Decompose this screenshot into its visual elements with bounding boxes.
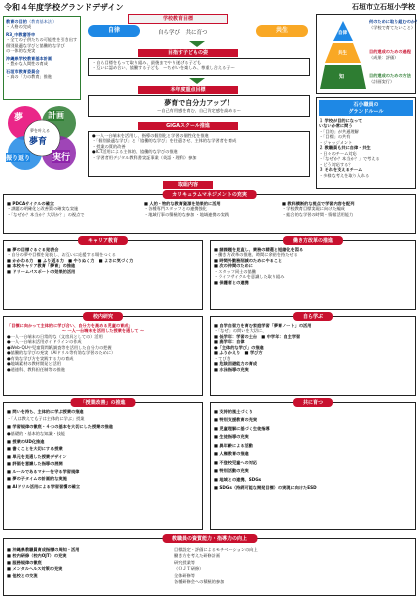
staff-band: 教職員の資質能力・指導力の向上 [162, 534, 257, 543]
vision-label-3: 目的達成のための方法 [369, 73, 411, 78]
career-education-section [3, 240, 203, 310]
research-item: ●一人一台端末の日常的な（文房具としての）活用 [7, 333, 103, 339]
self-item: ■ ふりかえり ■ 学び方 [214, 350, 263, 356]
rule-line: ・多様な考えを取り入れる [319, 172, 370, 178]
giga-line: ・「個別最適な学び」と「協働的な学び」を往還させ、主体的な学習者を育成 [92, 138, 237, 144]
pyramid-bot-label: 知 [339, 74, 345, 80]
focus-goal-band: 本年度重点目標 [138, 86, 238, 94]
staff-item: 働き方を考えた研修計画 [174, 553, 221, 559]
research-band: 校内研究 [83, 312, 123, 321]
research-title: 「目標に向かって主体的に学び合い、自分力を高める児童の育成」 [7, 323, 133, 328]
work-item: ・スタッフ同士の協働 [214, 268, 256, 274]
cm-item: ・学校教育目標実現に向けた編成 [282, 206, 345, 212]
research-sub: ～ 一人一台端末を活用した授業を通して ～ [61, 328, 145, 334]
vision-label-2: 目的達成のための過程 [369, 49, 411, 54]
together-item: ■ 不登校児童への対応 [214, 459, 258, 465]
staff-item: ■ 沖縄県教職員育成指標の周知・活用 [7, 547, 80, 552]
career-item: ■ かかわる力 ■ ふり返る力 ■ やりぬく力 ■ よさに気づく力 [7, 257, 134, 263]
lesson-item: ■ 問いを持ち、主体的に学ぶ授業の推進 [7, 409, 84, 414]
venn-dream-label: 夢 [14, 113, 24, 123]
together-item: ■ 人権教育の推進 [214, 451, 249, 457]
venn-center-label: 夢育 [29, 137, 48, 147]
research-item: ●地域素材の教材開発と活用 [7, 361, 61, 367]
school-goal-band: 学校教育目標 [128, 14, 228, 24]
cm-item: ・「なぜか？本当か？大切か？」の視点で [7, 211, 85, 217]
rule-line: いないか常に問う [319, 123, 353, 129]
self-item: ■ 自学自習力を育む家庭学習「夢育ノート」の活用 [214, 323, 312, 328]
lesson-item: ■ ルールであるマナーを守る学習規律 [7, 468, 80, 474]
work-item: ・働き方改革の推進、時間に余裕を持たせる [214, 252, 298, 258]
rule-line: ２ 教職員も共に自律・共生 [319, 145, 371, 151]
together-item: ■ 特別支援教育の充実 [214, 417, 258, 423]
cm-item: ・地域行事の積極的な参加 ・地域連携の実践 [144, 211, 230, 217]
pref-line: ・豊かな人間性の育成 [6, 61, 48, 67]
work-item: ■ 諸課題を見直し、業務の精選と短縮化を図る [214, 247, 304, 252]
together-item: ■ 異年齢による活動 [214, 442, 253, 448]
focus-main: 夢育で自分力アップ！ [164, 99, 234, 107]
together-item: ■ 地域との連携、SDGs [214, 476, 262, 482]
work-item: ■ 保護者との連携 [214, 279, 249, 285]
vision-panel [316, 14, 419, 94]
giga-line: ●一人一台端末を活用し、指導の個別化と学習の個性化を推進 [92, 133, 209, 138]
rule-line: ・「目的」が共通理解 [319, 128, 359, 134]
plan-line: の一体的な充実 [6, 48, 36, 54]
focus-sub: ～自己有用感を育む、自己肯定感を高める～ [157, 108, 241, 113]
work-reform-section [210, 240, 416, 310]
rule-line: ・どう対応する？ [319, 161, 353, 167]
career-item: ■ ドリームパスポートの効果的活用 [7, 268, 76, 274]
actions-band: 取組内容 [163, 181, 213, 189]
staff-item: 研究授業等 [174, 559, 195, 565]
cm-item: ・各種専門スタッフとの連携強化 [144, 206, 207, 212]
staff-item: ■ 校内研修（校内OJT）の充実 [7, 553, 67, 559]
career-band: キャリア教育 [78, 236, 128, 245]
research-item: ●一人一台端末活用ガイドラインの作成 [7, 339, 82, 345]
curriculum-management-section [3, 194, 416, 234]
venn-plan-label: 計画 [48, 111, 64, 120]
giga-band: GIGAスクール推進 [138, 122, 238, 130]
cm-item: ・課題の明確化と改善策の確実な実施 [7, 206, 79, 212]
together-item: ■ 生徒指導の充実 [214, 434, 249, 440]
venn-review-label: 振り返り [6, 155, 31, 162]
ideal-child-band: 目指す子どもの姿 [138, 49, 238, 57]
career-item: ■ 本校キャリア教育「夢育」の推進 [7, 263, 76, 269]
rule-line: ３ それを支えるチーム [319, 167, 363, 173]
self-item: ●「主体的な学び」の推進 [214, 344, 264, 350]
together-item: ■ SDGs（持続可能な開発目標）の実現に向けたESD [214, 485, 317, 491]
education-aims-panel [3, 16, 81, 100]
lesson-item: ■ AIドリル活用による学習習慣の確立 [7, 483, 81, 489]
work-item: ■ 時間外勤務削減のためにやること [214, 257, 283, 263]
staff-item: ■ 他校との交流 [7, 572, 38, 578]
grow-together-section [210, 402, 416, 530]
goal-title: 教育の目的（教育基本法） [6, 19, 57, 24]
vision-label-3b: （計画実行） [369, 79, 395, 84]
rule-line: ・「目標」の共有 [319, 134, 351, 140]
career-item: ・自分の夢や目標を発表し、お互いに応援する場をつくる [7, 252, 116, 258]
staff-item: ■ メンタルヘルス対策の充実 [7, 566, 63, 572]
research-item: ●有効な学び方を実践する力の育成 [7, 355, 74, 361]
staff-item: ■ 服務規律の徹底 [7, 559, 42, 565]
cm-col-2 [144, 201, 274, 217]
lesson-improvement-section [3, 402, 203, 530]
venn-center-top: 夢を叶える [30, 128, 50, 133]
lesson-item: ■ 書くことを大切にする授業 [7, 446, 63, 452]
lesson-item: ■ 学習規律の徹底・４つの基本を大切にした授業の推進 [7, 423, 113, 429]
staff-left [7, 547, 167, 578]
ideal-line: ・自ら目標をもって取り組み、最後までやり遂げる子ども [92, 60, 202, 65]
work-item: ■ 次の仲間のために [214, 263, 253, 269]
lesson-item: ■ 夢の子タイムの計画的な実施 [7, 476, 67, 482]
work-item: ・ライフサイクルを意識した取り組み [214, 274, 285, 280]
research-item: ●道徳科、教科担任制等の推進 [7, 366, 66, 372]
plan-line: ・全ての子供たちの可能性を引き出す [6, 37, 78, 43]
rule-line: ・ジャッジメント [319, 139, 353, 145]
staff-item: 各種研修会への積極的参加 [174, 579, 225, 585]
giga-line: ・授業の質的改善 [92, 143, 126, 149]
cm-col-1 [7, 201, 137, 217]
goal-middle: 自ら学び 共に育つ [158, 30, 208, 36]
lesson-band: 「授業改善」の推進 [70, 398, 135, 407]
vision-label-1b: （学校で育てたいこと） [369, 25, 416, 30]
lesson-item: ■ 評価を意識した指導の展開 [7, 461, 63, 467]
pyramid-top-label: 自律 [338, 31, 347, 36]
self-item: ・てびき [214, 355, 231, 361]
together-band: 共に育つ [293, 398, 333, 407]
staff-item: 全体研修等 [174, 572, 195, 578]
rule-line: ・「なぜか？本当か？」で考える [319, 156, 380, 162]
together-item: ■ 特別活動の充実 [214, 468, 249, 474]
plan-line: 個別最適な学びと協働的な学び [6, 42, 65, 48]
self-item: ■ 水泳指導の充実 [214, 366, 249, 372]
staff-right [174, 547, 412, 585]
goal-line: ・人格の完成 [6, 24, 32, 30]
self-learning-section [210, 316, 416, 396]
curriculum-management-band: カリキュラムマネジメントの充実 [162, 190, 257, 199]
self-item: ・「なぜ」の問いを大切に、 [214, 328, 267, 334]
lesson-item: ●基礎的・基本的な知識・技能 [7, 431, 66, 437]
vision-label-2b: （成果：評価） [369, 55, 399, 60]
arrow-down-icon [189, 41, 205, 47]
city-title: 石垣市教育委員会 [6, 68, 40, 74]
pref-title: 沖縄県学校教育基本計画 [6, 55, 53, 61]
ground-rules-title: 石小職員の グランドルール [319, 100, 413, 116]
research-item: ●協働的な学びの充実（AIドリル等有効な学習のために） [7, 350, 116, 356]
self-item: ■ 危険回避能力の育成 [214, 361, 258, 367]
ground-rules-panel [316, 97, 416, 189]
research-item: ●Web-QUや児童質問紙調査等を活用した自分力の把握 [7, 344, 112, 350]
staff-development-section [3, 538, 416, 596]
cm-item: ■ PDCAサイクルの確立 [7, 201, 55, 206]
school-research-section [3, 316, 203, 396]
cm-item: ・総合的な学習の時間・情報活用能力 [282, 211, 354, 217]
rule-line: １ 学校が目的になって [319, 118, 363, 123]
school-goal-row [88, 24, 310, 40]
lesson-item: ・「人は教えても子は主体的に学ぶ」授業 [7, 416, 85, 422]
giga-box [88, 131, 310, 177]
school-name: 石垣市立石垣小学校 [352, 3, 415, 11]
plan-title: R3_中教審答申 [6, 31, 36, 37]
ideal-child-box [88, 58, 310, 76]
work-reform-band: 働き方改革の推進 [283, 236, 343, 245]
self-item: ■ 高学年：自律 [214, 339, 245, 345]
cm-col-3 [282, 201, 414, 217]
cm-item: ■ 教科横断的な視点で学習内容を配列 [282, 201, 355, 206]
self-item: ■ 低学年：学習の土台 ■ 中学年：自主学習 [214, 333, 301, 339]
city-line: ・真の「力の教育」推進 [6, 74, 53, 80]
together-item: ■ 児童理解に基づく生徒指導 [214, 425, 270, 431]
page-title: 令和４年度学校グランドデザイン [4, 3, 124, 12]
lesson-item: ■ 単元を見通した授業デザイン [7, 453, 67, 459]
giga-line: ・学習者用デジタル教科書実証事業（英語・理科）参加 [92, 154, 197, 160]
focus-goal-box [88, 95, 310, 117]
goal-coexist: 共生 [256, 25, 308, 37]
arrow-down-icon [189, 78, 205, 84]
giga-line: ●ICT活用による主体的、協働的な学びの推進 [92, 149, 178, 155]
staff-item: 目標設定・評価によるモチベーションの向上 [174, 547, 258, 552]
self-learning-band: 自ら学ぶ [293, 312, 333, 321]
vision-label-1: 何のために取り組むのか？ [369, 19, 419, 24]
together-item: ■ 支持的風土づくり [214, 409, 253, 414]
lesson-item: ■ 授業のUD化推進 [7, 438, 45, 444]
career-item: ■ 夢の目標ぐるぐる発表会 [7, 247, 59, 252]
cm-item: ■ 人的・物的な教育資源を効果的に活用 [144, 201, 221, 206]
pyramid-mid-label: 共生 [338, 51, 347, 56]
staff-item: （ＯＪＴ研修） [174, 566, 204, 572]
ideal-line: ・互いに認め合い、協働する子ども ～ちがいを楽しみ、尊重し合える子～ [92, 65, 235, 71]
venn-execute-label: 実行 [52, 150, 70, 163]
rule-line: ・日々のチーム対応 [319, 150, 357, 156]
goal-autonomy: 自律 [88, 25, 140, 37]
